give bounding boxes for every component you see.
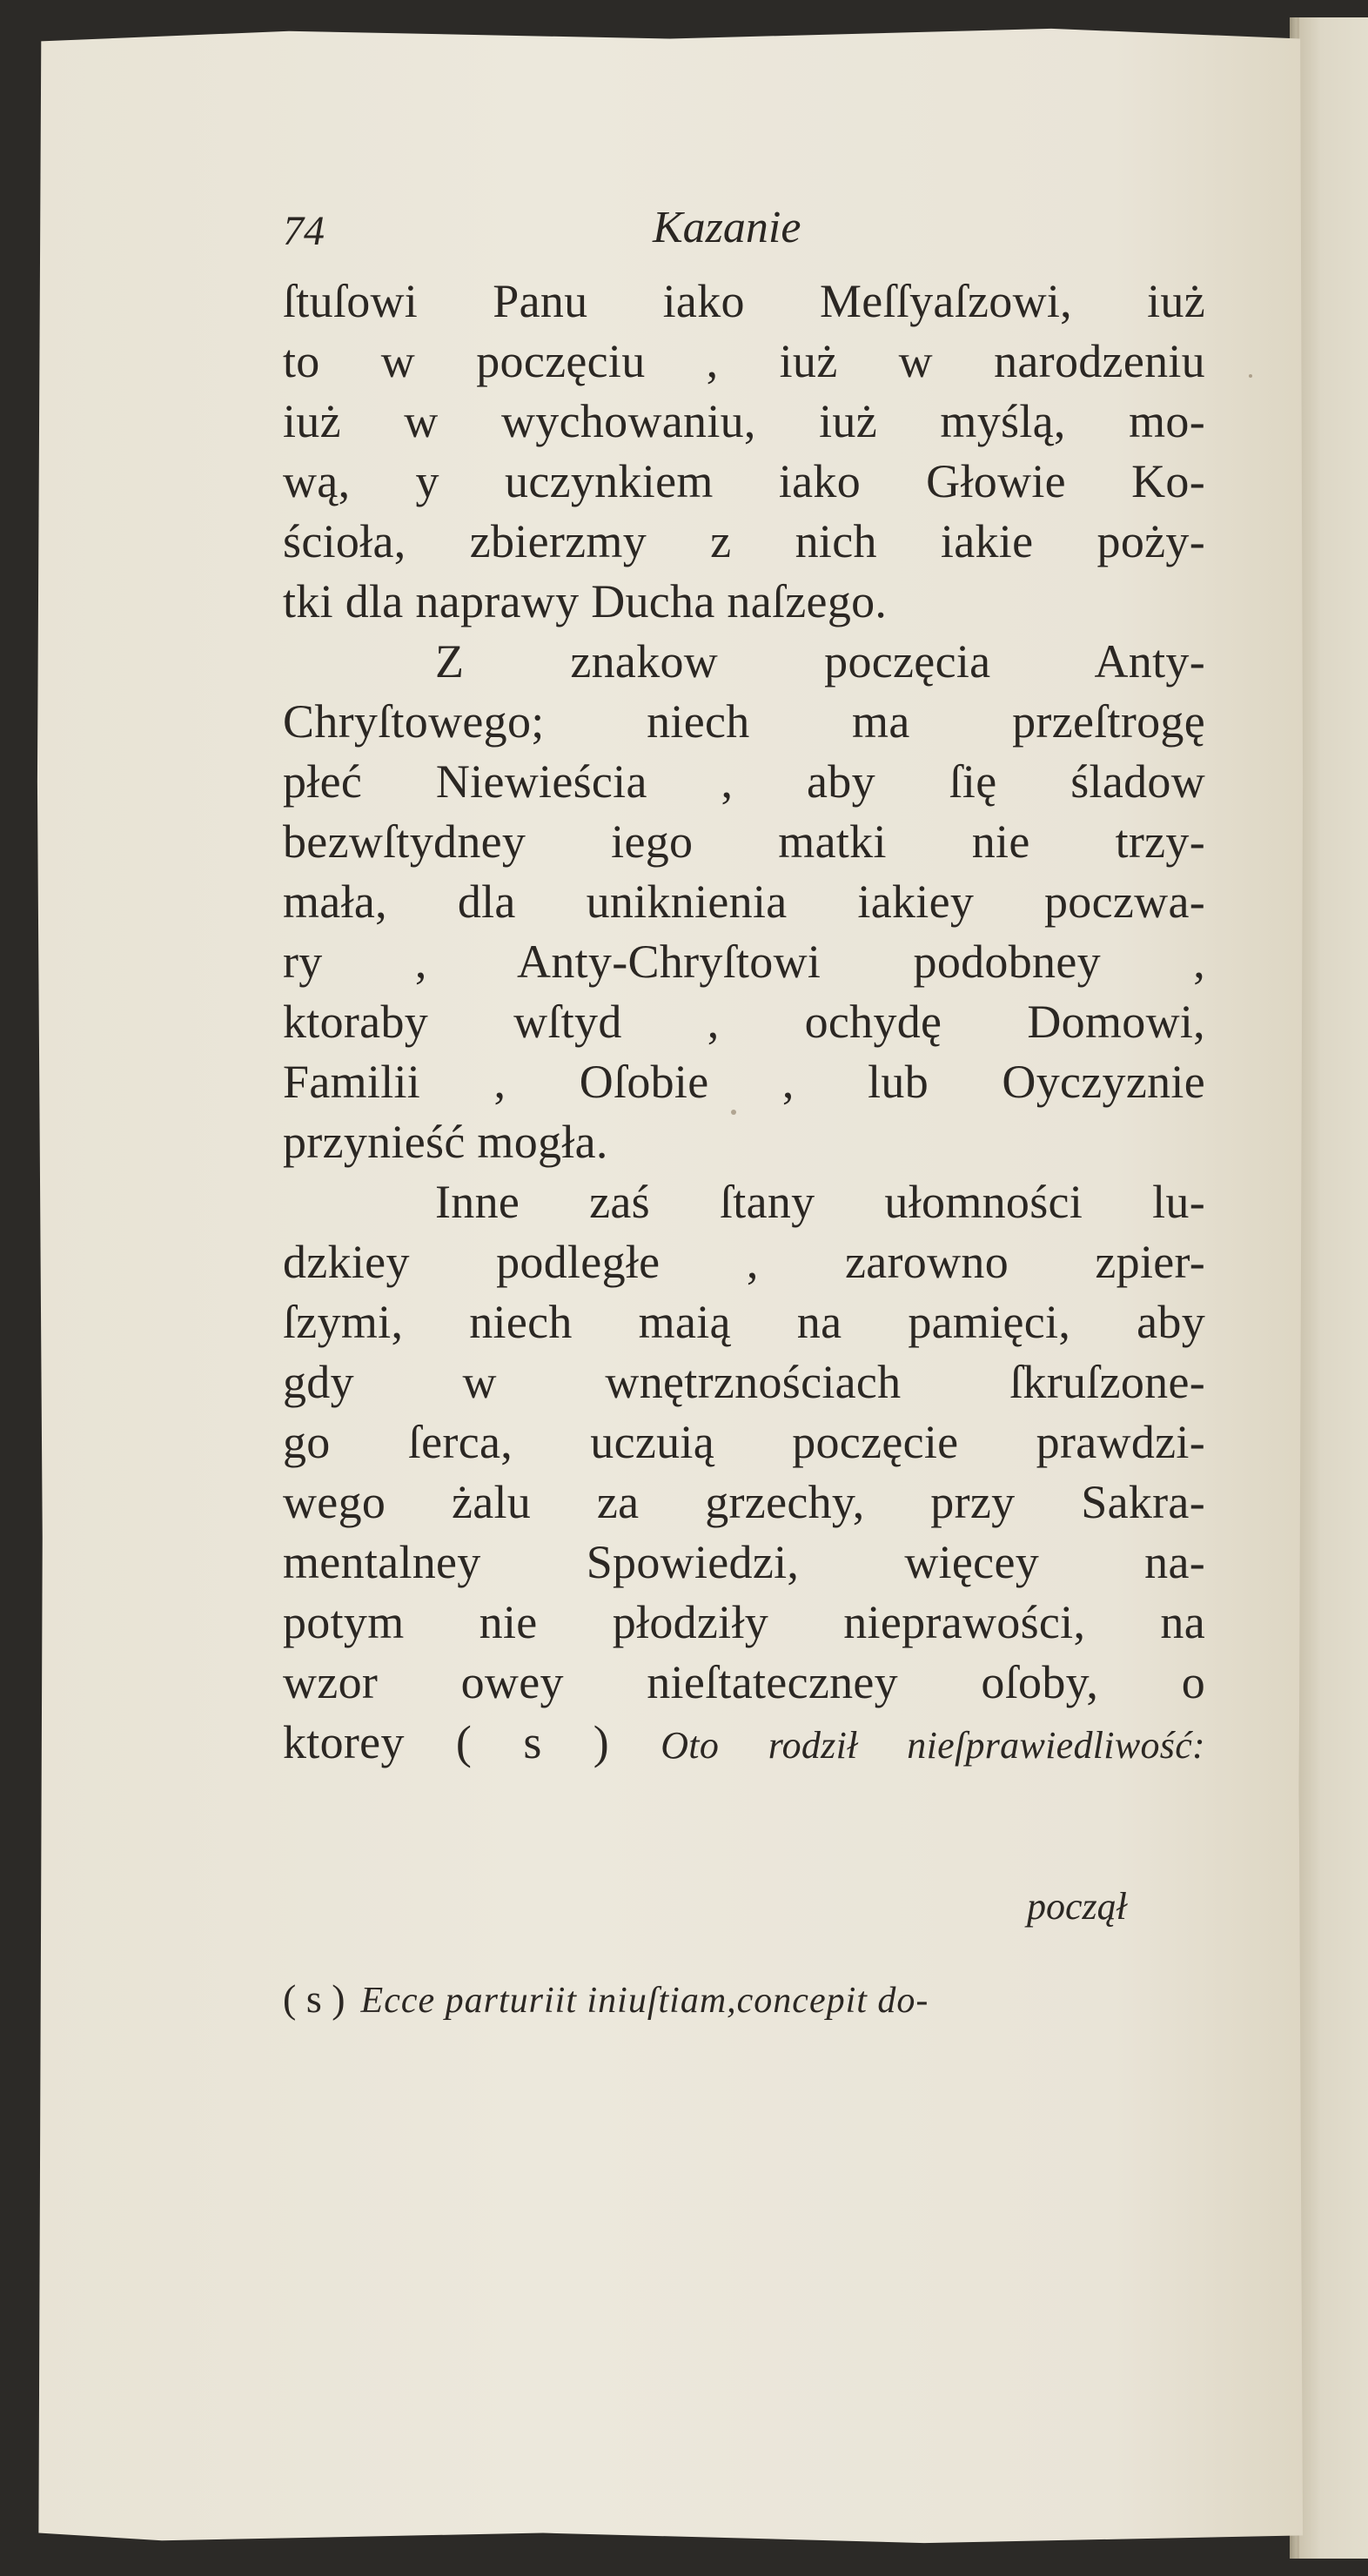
footnote-text: Ecce parturiit iniuſtiam,concepit do- <box>360 1981 929 2021</box>
text-line-with-quote <box>283 1713 1205 1773</box>
text-line: iuż w wychowaniu, iuż myślą, mo- <box>283 395 1205 447</box>
text-line: gdy w wnętrznościach ſkruſzone- <box>283 1356 1205 1408</box>
paper-speck <box>1249 374 1252 378</box>
text-line: to w poczęciu , iuż w narodzeniu <box>283 335 1205 387</box>
text-line: ſzymi, niech maią na pamięci, aby <box>283 1296 1205 1348</box>
text-line: dzkiey podległe , zarowno zpier- <box>283 1236 1205 1288</box>
text-line: mentalney Spowiedzi, więcey na- <box>283 1536 1205 1588</box>
catchword: począł <box>1027 1885 1127 1928</box>
text-line: mała, dla uniknienia iakiey poczwa- <box>283 875 1205 928</box>
paragraph-start-line: Inne zaś ſtany ułomności lu- <box>435 1176 1205 1228</box>
page-number: 74 <box>283 208 325 254</box>
text-line: ktoraby wſtyd , ochydę Domowi, <box>283 996 1205 1048</box>
text-line: ſtuſowi Panu iako Meſſyaſzowi, iuż <box>283 275 1205 327</box>
text-line: przynieść mogła. <box>283 1116 608 1168</box>
text-line: Chryſtowego; niech ma przeſtrogę <box>283 695 1205 748</box>
text-line: ry , Anty-Chryſtowi podobney , <box>283 936 1205 988</box>
footnote <box>283 1976 1205 2022</box>
running-head: Kazanie <box>653 203 801 252</box>
text-line: bezwſtydney iego matki nie trzy- <box>283 815 1205 868</box>
text-line: wego żalu za grzechy, przy Sakra- <box>283 1476 1205 1528</box>
text-line: go ſerca, uczuią poczęcie prawdzi- <box>283 1416 1205 1468</box>
text-line: płeć Niewieścia , aby ſię śladow <box>283 755 1205 808</box>
text-line: wą, y uczynkiem iako Głowie Ko- <box>283 455 1205 507</box>
last-line-roman: ktorey ( s ) <box>283 1716 610 1768</box>
paragraph-start-line: Z znakow poczęcia Anty- <box>435 635 1205 688</box>
body-text <box>283 272 1205 1773</box>
facing-page-edge <box>1297 17 1368 2559</box>
text-line: ścioła, zbierzmy z nich iakie poży- <box>283 515 1205 567</box>
text-line: potym nie płodziły nieprawości, na <box>283 1596 1205 1648</box>
text-line: wzor owey nieſtateczney oſoby, o <box>283 1656 1205 1708</box>
text-line: Familii , Oſobie , lub Oyczyznie <box>283 1056 1205 1108</box>
text-line: tki dla naprawy Ducha naſzego. <box>283 575 888 627</box>
footnote-marker: ( s ) <box>283 1976 345 2021</box>
page-header <box>283 203 1153 259</box>
quoted-scripture: Oto rodził nieſprawiedliwość: <box>661 1724 1205 1767</box>
